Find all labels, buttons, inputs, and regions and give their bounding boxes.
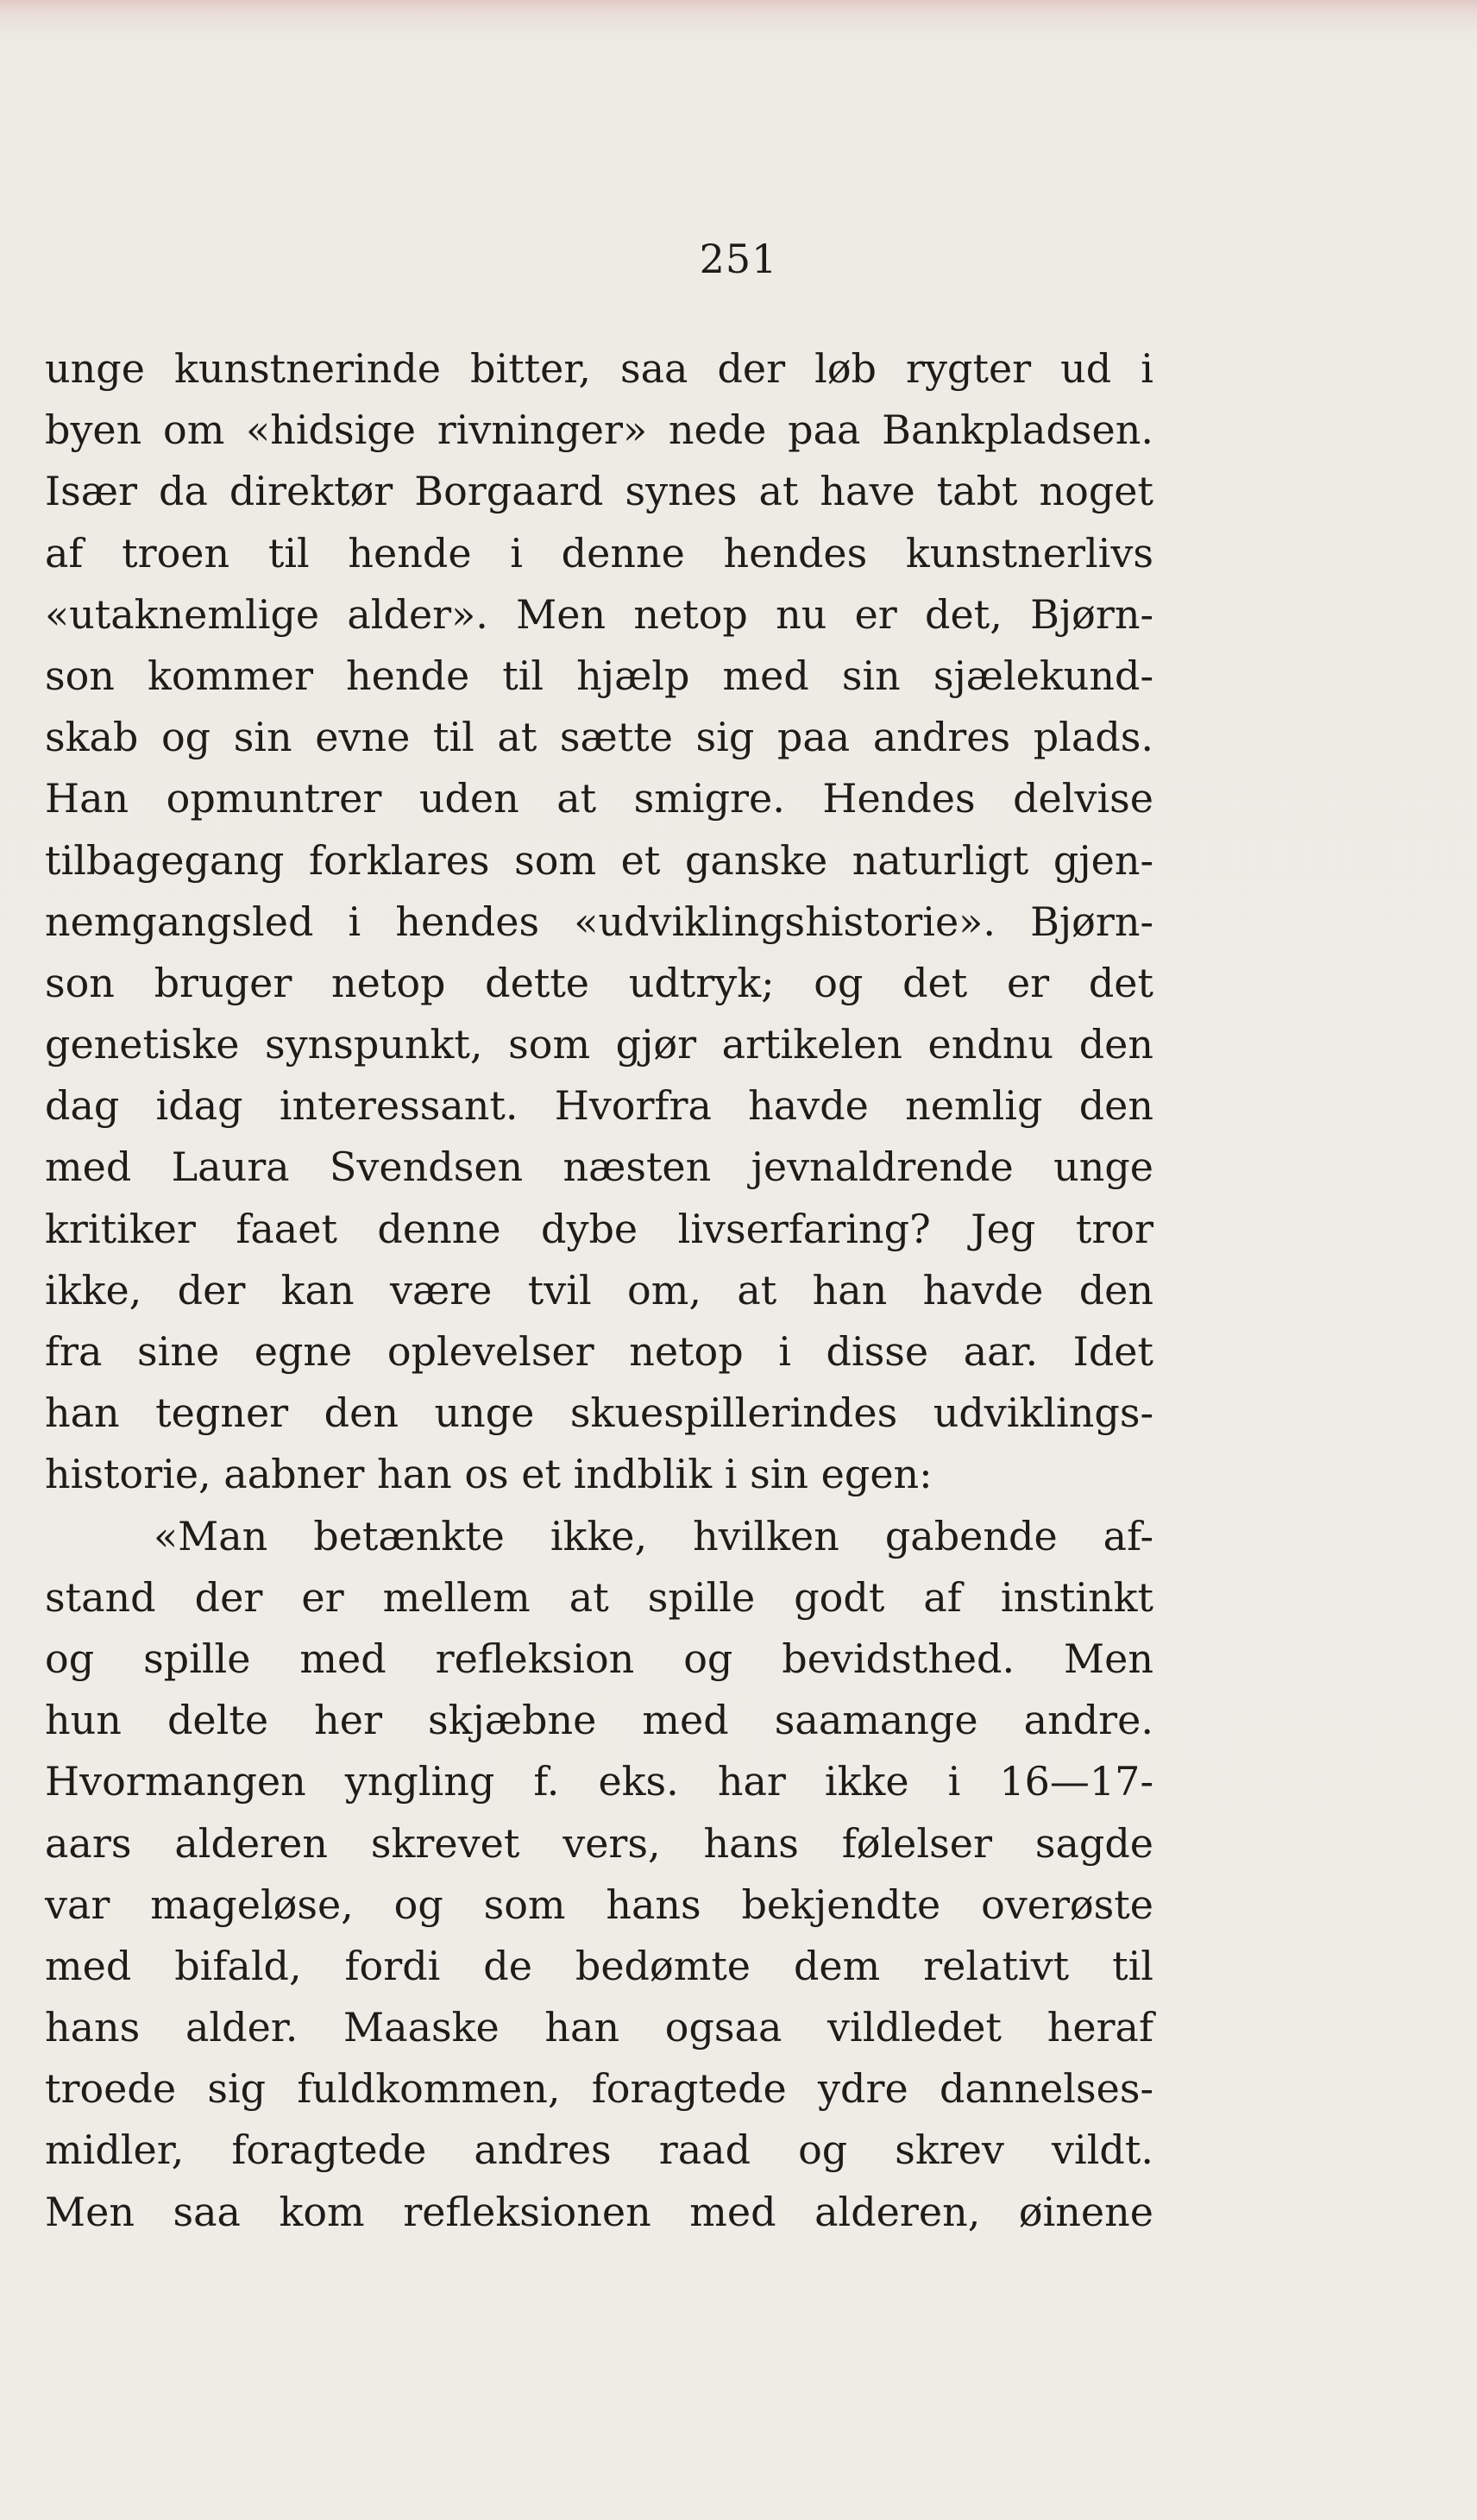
page-number: 251: [699, 236, 778, 282]
page-top-edge: [0, 0, 1477, 31]
text-line: Hvormangen yngling f. eks. har ikke i 16—17-: [45, 1758, 1153, 1805]
text-line: var mageløse, og som hans bekjendte overøste: [45, 1881, 1153, 1928]
text-line: aars alderen skrevet vers, hans følelser sagde: [45, 1819, 1153, 1867]
text-line: af troen til hende i denne hendes kunstnerlivs: [45, 529, 1153, 576]
text-line: Han opmuntrer uden at smigre. Hendes delvise: [45, 775, 1153, 822]
text-line: hans alder. Maaske han ogsaa vildledet heraf: [45, 2004, 1153, 2051]
text-line: med bifald, fordi de bedømte dem relativt til: [45, 1942, 1153, 1989]
text-line: hun delte her skjæbne med saamange andre.: [45, 1697, 1153, 1744]
text-line: dag idag interessant. Hvorfra havde nemlig den: [45, 1082, 1153, 1130]
text-line: ikke, der kan være tvil om, at han havde den: [45, 1266, 1153, 1314]
text-line: Men saa kom refleksionen med alderen, øinene: [45, 2188, 1153, 2235]
text-line: midler, foragtede andres raad og skrev vildt.: [45, 2126, 1153, 2174]
text-line: historie, aabner han os et indblik i sin egen:: [45, 1451, 933, 1498]
text-line: stand der er mellem at spille godt af instinkt: [45, 1573, 1153, 1621]
text-line: nemgangsled i hendes «udviklingshistorie». Bjørn-: [45, 898, 1153, 945]
text-line: fra sine egne oplevelser netop i disse aar. Idet: [45, 1328, 1153, 1375]
text-line: han tegner den unge skuespillerindes udviklings-: [45, 1389, 1153, 1437]
text-line: med Laura Svendsen næsten jevnaldrende unge: [45, 1143, 1153, 1191]
text-line: kritiker faaet denne dybe livserfaring? Jeg tror: [45, 1205, 1153, 1252]
text-line: son bruger netop dette udtryk; og det er det: [45, 959, 1153, 1006]
text-line: tilbagegang forklares som et ganske naturligt gjen-: [45, 836, 1153, 884]
text-line: Især da direktør Borgaard synes at have tabt noget: [45, 468, 1153, 515]
text-line: genetiske synspunkt, som gjør artikelen endnu den: [45, 1021, 1153, 1068]
text-line: son kommer hende til hjælp med sin sjælekund-: [45, 652, 1153, 699]
body-text: [45, 338, 1153, 2243]
text-line: og spille med refleksion og bevidsthed. Men: [45, 1635, 1153, 1682]
text-line: unge kunstnerinde bitter, saa der løb rygter ud i: [45, 345, 1153, 392]
text-line: «utaknemlige alder». Men netop nu er det, Bjørn-: [45, 590, 1153, 638]
quote-start-line: «Man betænkte ikke, hvilken gabende af-: [154, 1512, 1153, 1559]
text-line: skab og sin evne til at sætte sig paa andres plads.: [45, 714, 1153, 761]
text-line: troede sig fuldkommen, foragtede ydre dannelses-: [45, 2065, 1153, 2113]
text-line: byen om «hidsige rivninger» nede paa Bankpladsen.: [45, 406, 1153, 454]
